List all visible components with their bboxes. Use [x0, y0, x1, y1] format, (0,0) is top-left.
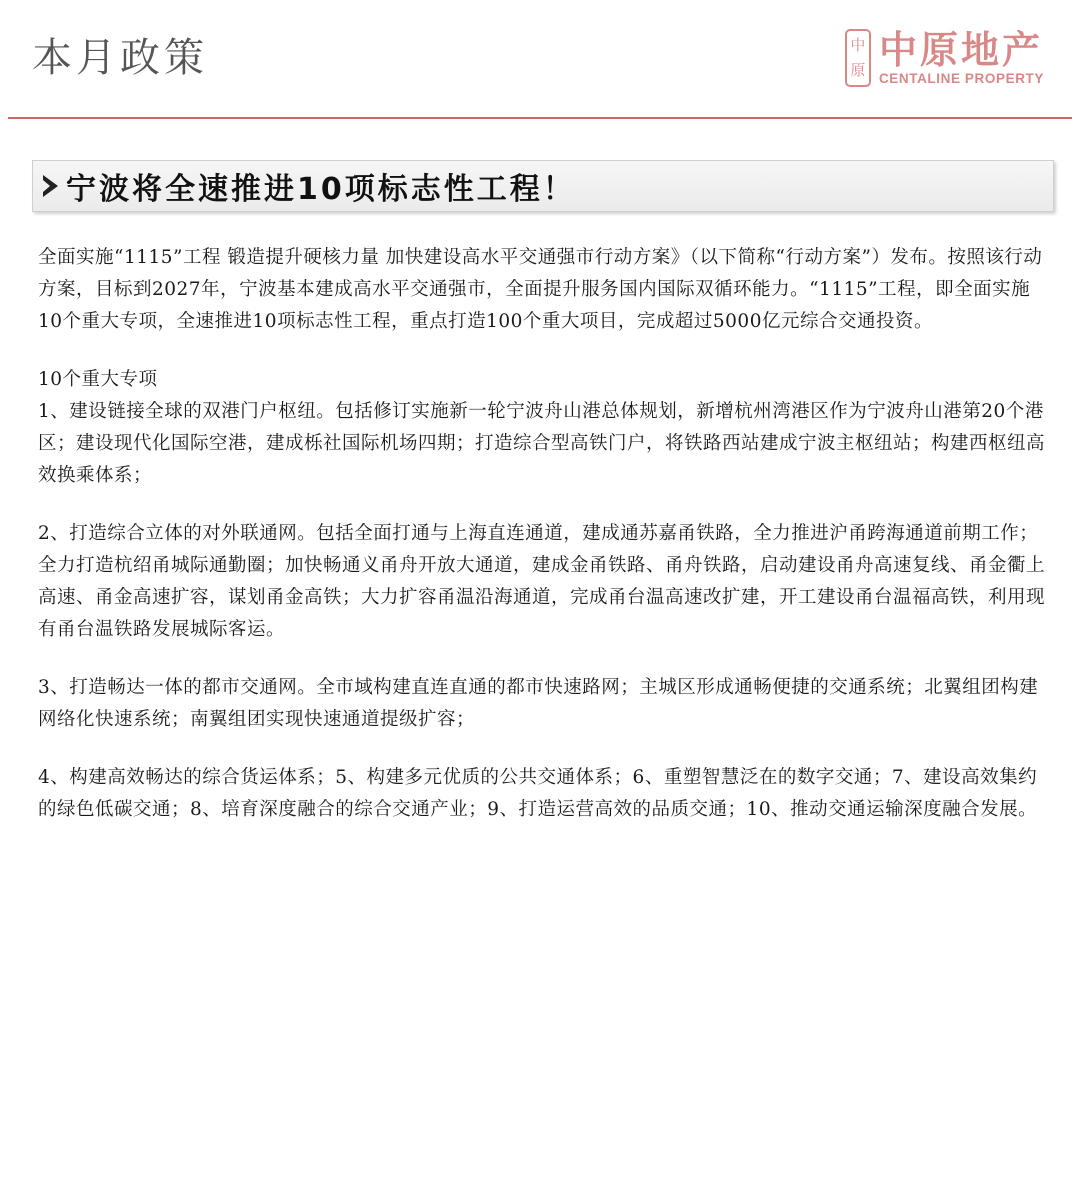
- page-header: [0, 0, 1080, 118]
- list-item-2: 2、打造综合立体的对外联通网。包括全面打通与上海直连通道，建成通苏嘉甬铁路，全力推进沪甬跨海通道前期工作；全力打造杭绍甬城际通勤圈；加快畅通义甬舟开放大通道，建成金甬铁路、甬舟铁路，启动建设甬舟高速复线、甬金衢上高速、甬金高速扩容，谋划甬金高铁；大力扩容甬温沿海通道，完成甬台温高速改扩建，开工建设甬台温福高铁，利用现有甬台温铁路发展城际客运。: [38, 523, 1046, 640]
- headline-box: [32, 160, 1054, 212]
- intro-paragraph: 全面实施“1115”工程 锻造提升硬核力量 加快建设高水平交通强市行动方案》（以下简称“行动方案”）发布。按照该行动方案，目标到2027年，宁波基本建成高水平交通强市，全面提升服务国内国际双循环能力。“1115”工程，即全面实施10个重大专项，全速推进10项标志性工程，重点打造100个重大项目，完成超过5000亿元综合交通投资。: [38, 247, 1043, 332]
- logo-chinese-name: 中原地产: [878, 28, 1043, 72]
- article-body: [38, 242, 1054, 826]
- list-items-4-to-10: 4、构建高效畅达的综合货运体系；5、构建多元优质的公共交通体系；6、重塑智慧泛在的数字交通；7、建设高效集约的绿色低碳交通；8、培育深度融合的综合交通产业；9、打造运营高效的品质交通；10、推动交通运输深度融合发展。: [38, 767, 1038, 820]
- paragraph-gap: [38, 646, 1054, 672]
- arrow-right-icon: [43, 175, 58, 197]
- paragraph-gap: [38, 492, 1054, 518]
- section-title: 本月政策: [32, 35, 208, 81]
- centaline-logo: [845, 26, 1044, 90]
- logo-english-name: CENTALINE PROPERTY: [878, 71, 1044, 86]
- list-item-3: 3、打造畅达一体的都市交通网。全市域构建直连直通的都市快速路网；主城区形成通畅便捷的交通系统；北翼组团构建网络化快速系统；南翼组团实现快速通道提级扩容；: [38, 677, 1039, 730]
- headline-text: 宁波将全速推进10项标志性工程！: [66, 172, 576, 207]
- paragraph-gap: [38, 736, 1054, 762]
- paragraph-gap: [38, 338, 1054, 364]
- logo-text: [879, 29, 1044, 87]
- list-item-1: 1、建设链接全球的双港门户枢纽。包括修订实施新一轮宁波舟山港总体规划，新增杭州湾港区作为宁波舟山港第20个港区；建设现代化国际空港，建成栎社国际机场四期；打造综合型高铁门户，将铁路西站建成宁波主枢纽站；构建西枢纽高效换乘体系；: [38, 401, 1046, 486]
- list-heading: 10个重大专项: [38, 369, 158, 390]
- logo-seal-char: 中: [850, 36, 866, 54]
- header-divider: [8, 117, 1072, 119]
- logo-seal-char: 原: [850, 61, 866, 79]
- logo-seal-icon: [845, 29, 871, 87]
